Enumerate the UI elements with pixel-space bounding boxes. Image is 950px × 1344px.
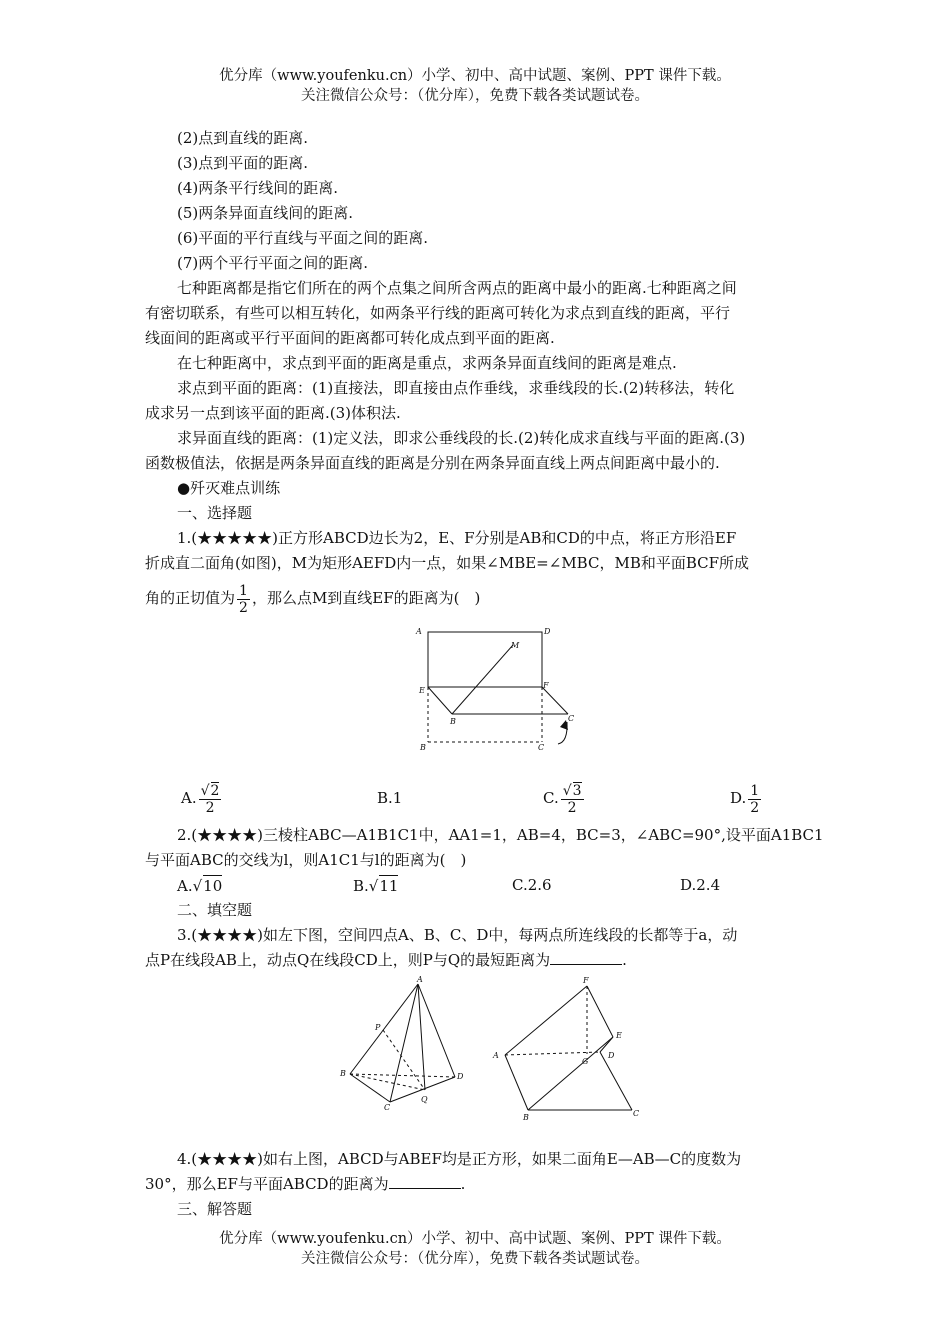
question-3-line-1: 3.(★★★★)如左下图，空间四点A、B、C、D中，每两点所连线段的长都等于a，动 [177,926,738,944]
tetrahedron-figure [335,972,475,1112]
paragraph-line: 求异面直线的距离：(1)定义法，即求公垂线段的长.(2)转化成求直线与平面的距离.(3) [177,429,746,447]
label-F: F [583,976,589,985]
label-G: G [582,1057,589,1066]
question-1-line-1: 1.(★★★★★)正方形ABCD边长为2，E、F分别是AB和CD的中点，将正方形沿EF [177,529,737,547]
list-item: (3)点到平面的距离. [177,154,309,172]
list-item: (4)两条平行线间的距离. [177,179,339,197]
label-D: D [544,627,551,636]
list-item: (2)点到直线的距离. [177,129,309,147]
option-D[interactable]: D.2.4 [680,876,721,894]
question-1-line-2: 折成直二面角(如图)，M为矩形AEFD内一点，如果∠MBE=∠MBC，MB和平面BCF所成 [145,554,750,572]
folded-square-figure [410,622,590,757]
option-D[interactable]: D. $\frac{1}{2}$ [730,782,760,816]
label-P: P [375,1023,381,1032]
label-M: M [511,641,520,650]
list-item: (5)两条异面直线间的距离. [177,204,354,222]
option-C[interactable]: C. $\frac{√3}{2}$ [543,783,582,816]
label-C: C [568,714,575,723]
two-squares-figure [490,972,645,1122]
label-A: A [493,1051,499,1060]
header-line-2: 关注微信公众号：（优分库），免费下载各类试题试卷。 [301,88,649,104]
option-B[interactable]: B.√11 [353,877,399,895]
question-2-line-1: 2.(★★★★)三棱柱ABC—A1B1C1中，AA1=1，AB=4，BC=3，∠ABC=90°,设平面A1BC1 [177,826,824,844]
paragraph-line: 函数极值法，依据是两条异面直线的距离是分别在两条异面直线上两点间距离中最小的. [145,454,720,472]
section-heading: 三、解答题 [177,1200,253,1218]
label-A: A [417,975,423,984]
paragraph-line: 七种距离都是指它们所在的两个点集之间所含两点的距离中最小的距离.七种距离之间 [177,279,737,297]
list-item: (6)平面的平行直线与平面之间的距离. [177,229,429,247]
question-2-line-2: 与平面ABC的交线为l，则A1C1与l的距离为( ) [145,851,467,869]
option-A[interactable]: A. $\frac{√2}{2}$ [181,783,220,816]
option-C[interactable]: C.2.6 [512,876,552,894]
paragraph-line: 有密切联系，有些可以相互转化，如两条平行线的距离可转化为求点到直线的距离，平行 [145,304,731,322]
fraction: $\frac{1}{2}$ [239,582,248,616]
section-heading: 一、选择题 [177,504,253,522]
question-4-line-1: 4.(★★★★)如右上图，ABCD与ABEF均是正方形，如果二面角E—AB—C的度数为 [177,1150,742,1168]
label-F: F [543,681,549,690]
question-4-line-2: 30°，那么EF与平面ABCD的距离为 . [145,1175,466,1193]
answer-blank[interactable] [389,1174,461,1189]
section-heading: 二、填空题 [177,901,253,919]
option-A[interactable]: A.√10 [177,877,223,895]
paragraph-line: 在七种距离中，求点到平面的距离是重点，求两条异面直线间的距离是难点. [177,354,677,372]
label-Q: Q [421,1095,428,1104]
label-C-prime: C [538,743,545,752]
question-3-line-2: 点P在线段AB上，动点Q在线段CD上，则P与Q的最短距离为 . [145,951,627,969]
footer-line-2: 关注微信公众号：（优分库），免费下载各类试题试卷。 [301,1251,649,1267]
section-heading: ●歼灭难点训练 [177,479,281,497]
label-E: E [616,1031,622,1040]
label-C: C [633,1109,640,1118]
footer-line-1: 优分库（www.youfenku.cn）小学、初中、高中试题、案例、PPT 课件下载。 [219,1231,731,1247]
label-D: D [608,1051,615,1060]
label-B: B [340,1069,346,1078]
answer-blank[interactable] [550,950,622,965]
option-B[interactable]: B.1 [377,789,403,807]
label-C: C [384,1103,391,1112]
question-1-line-3: 角的正切值为 $\frac{1}{2}$ ，那么点M到直线EF的距离为( ) [145,582,481,616]
paragraph-line: 求点到平面的距离：(1)直接法，即直接由点作垂线，求垂线段的长.(2)转移法，转化 [177,379,735,397]
paragraph-line: 线面间的距离或平行平面间的距离都可转化成点到平面的距离. [145,329,555,347]
label-E: E [419,686,425,695]
label-B: B [450,717,456,726]
label-A: A [416,627,422,636]
header-line-1: 优分库（www.youfenku.cn）小学、初中、高中试题、案例、PPT 课件下载。 [219,68,731,84]
label-D: D [457,1072,464,1081]
paragraph-line: 成求另一点到该平面的距离.(3)体积法. [145,404,401,422]
label-B: B [523,1113,529,1122]
label-B-prime: B [420,743,426,752]
list-item: (7)两个平行平面之间的距离. [177,254,369,272]
